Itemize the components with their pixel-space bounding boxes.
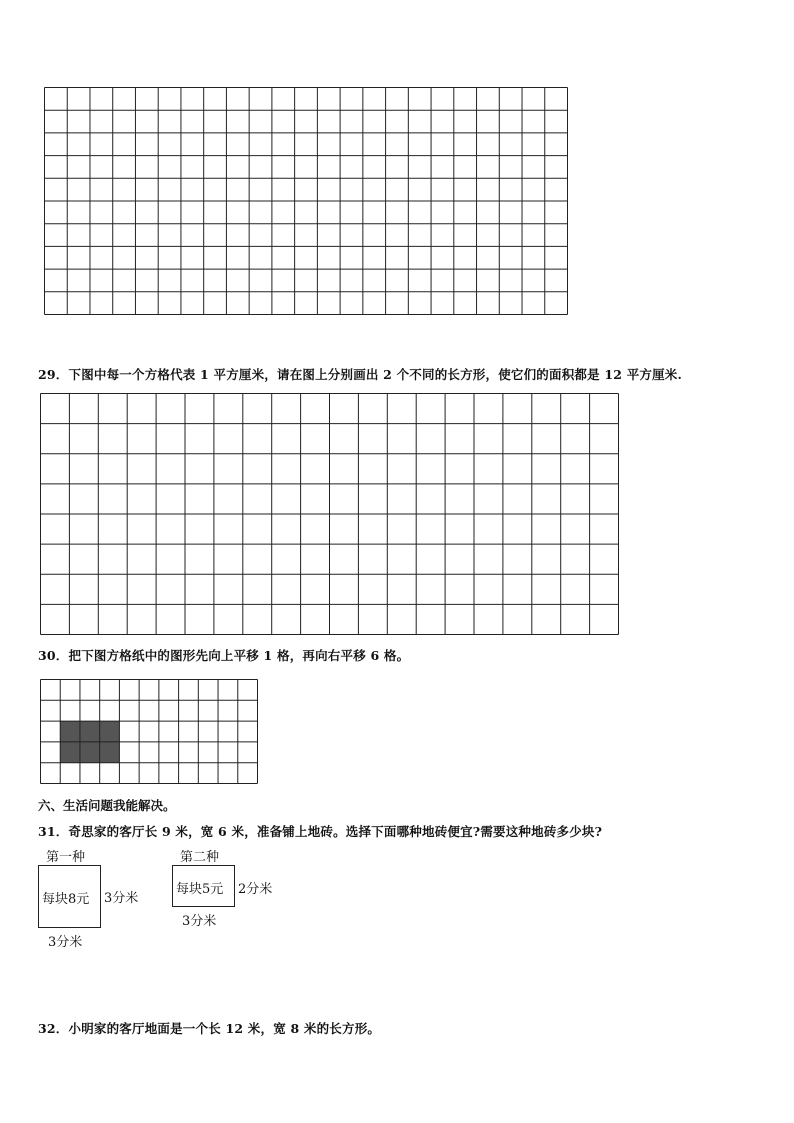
question-30-grid bbox=[40, 679, 258, 784]
top-answer-grid bbox=[44, 87, 568, 315]
question-29-grid bbox=[40, 393, 619, 635]
tile-2-side-right: 2分米 bbox=[238, 882, 273, 897]
question-30 bbox=[38, 646, 409, 664]
question-32-number: 32． bbox=[38, 1021, 69, 1036]
tile-1-side-right: 3分米 bbox=[104, 891, 139, 906]
tile-2-price: 每块5元 bbox=[176, 882, 224, 897]
question-29-text: 下图中每一个方格代表 1 平方厘米，请在图上分别画出 2 个不同的长方形，使它们的面积都是 12 平方厘米. bbox=[68, 367, 683, 382]
question-32-text: 小明家的客厅地面是一个长 12 米，宽 8 米的长方形。 bbox=[68, 1021, 381, 1036]
tile-2-title: 第二种 bbox=[180, 850, 220, 865]
tile-1-price: 每块8元 bbox=[42, 892, 90, 907]
question-31-number: 31． bbox=[38, 824, 69, 839]
question-31 bbox=[38, 822, 602, 840]
question-29-number: 29． bbox=[38, 367, 69, 382]
question-30-text: 把下图方格纸中的图形先向上平移 1 格，再向右平移 6 格。 bbox=[68, 648, 410, 663]
tile-1-title: 第一种 bbox=[46, 850, 86, 865]
question-31-text: 奇思家的客厅长 9 米，宽 6 米，准备铺上地砖。选择下面哪种地砖便宜?需要这种地砖多少块? bbox=[68, 824, 603, 839]
tile-1-side-bottom: 3分米 bbox=[48, 935, 83, 950]
question-32 bbox=[38, 1019, 380, 1037]
tile-1-box bbox=[38, 865, 101, 928]
tile-2-box bbox=[172, 865, 235, 907]
question-30-number: 30． bbox=[38, 648, 69, 663]
section-6-title: 六、生活问题我能解决。 bbox=[38, 798, 176, 813]
question-29 bbox=[38, 365, 682, 383]
tile-2-side-bottom: 3分米 bbox=[182, 914, 217, 929]
